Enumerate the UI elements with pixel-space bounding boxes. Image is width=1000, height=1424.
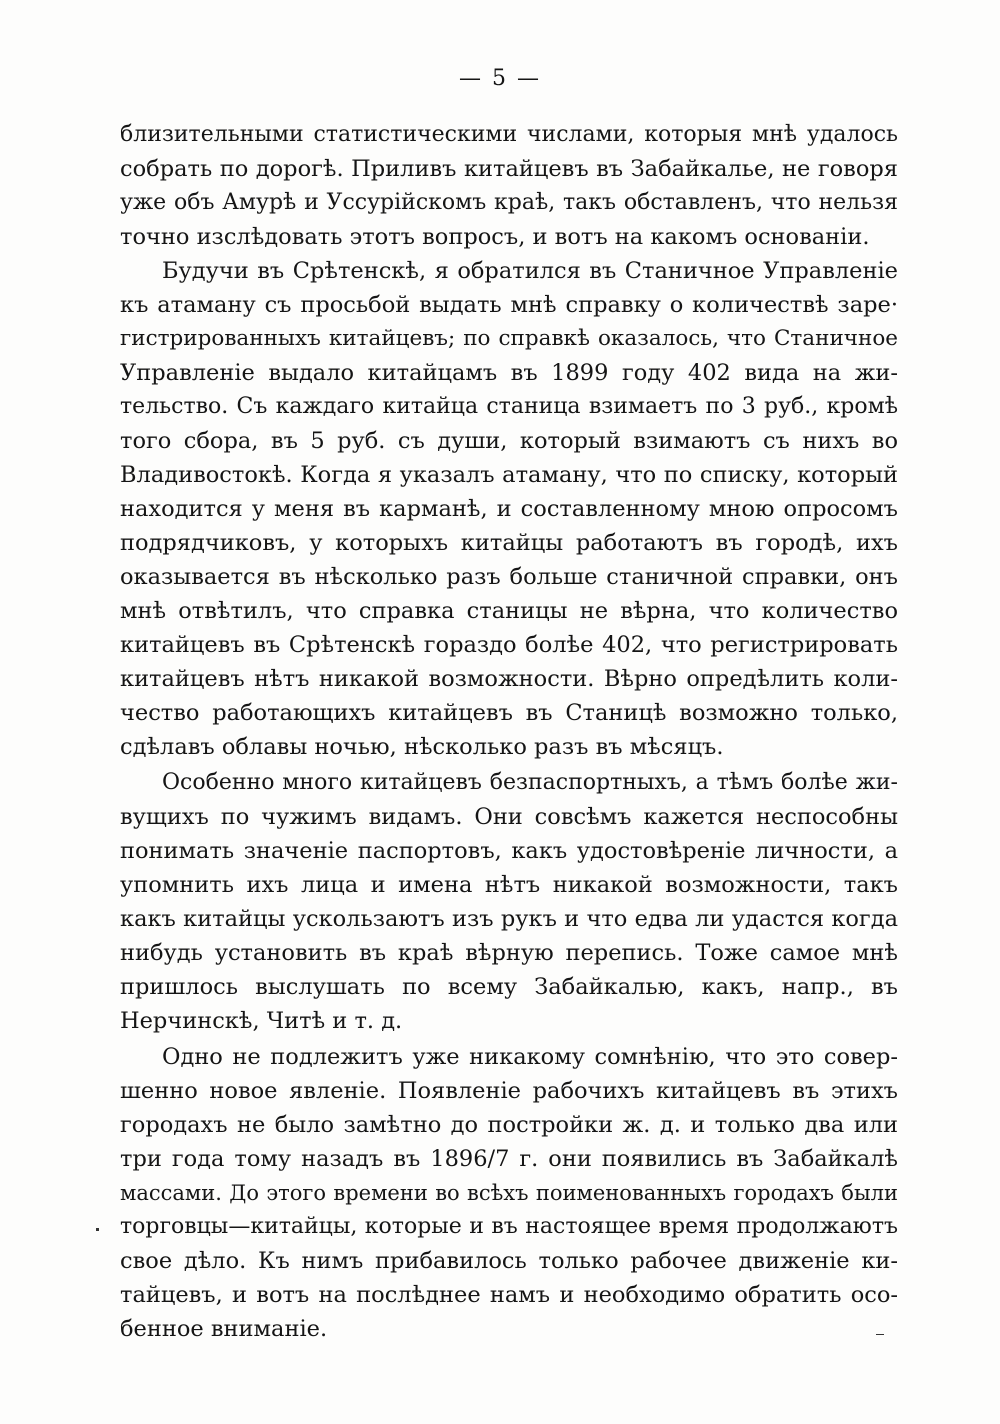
text-line: гистрированныхъ китайцевъ; по справкѣ оказалось, что Станичное xyxy=(120,326,898,351)
page-number: — 5 — xyxy=(459,66,541,91)
text-line: подрядчиковъ, у которыхъ китайцы работаютъ въ городѣ, ихъ xyxy=(120,530,898,556)
text-line: городахъ не было замѣтно до постройки ж. д. и только два или xyxy=(120,1112,898,1138)
text-line: три года тому назадъ въ 1896/7 г. они появились въ Забайкалѣ xyxy=(120,1146,898,1172)
text-line: уже объ Амурѣ и Уссурійскомъ краѣ, такъ обставленъ, что нельзя xyxy=(120,190,898,215)
text-line: упомнить ихъ лица и имена нѣтъ никакой возможности, такъ xyxy=(120,872,898,898)
text-line: чество работающихъ китайцевъ въ Станицѣ возможно только, xyxy=(120,700,898,726)
text-line: къ атаману съ просьбой выдать мнѣ справку о количествѣ заре· xyxy=(120,292,898,318)
text-line: точно изслѣдовать этотъ вопросъ, и вотъ на какомъ основаніи. xyxy=(120,224,870,250)
text-line: пришлось выслушать по всему Забайкалью, какъ, напр., въ xyxy=(120,974,898,1000)
text-line: тельство. Съ каждаго китайца станица взимаетъ по 3 руб., кромѣ xyxy=(120,394,898,419)
text-line: свое дѣло. Къ нимъ прибавилось только рабочее движеніе ки- xyxy=(120,1248,898,1274)
text-line: Будучи въ Срѣтенскѣ, я обратился въ Станичное Управленіе xyxy=(162,258,898,284)
text-line: собрать по дорогѣ. Приливъ китайцевъ въ Забайкалье, не говоря xyxy=(120,156,898,182)
scan-speck xyxy=(96,1228,99,1231)
text-line: того сбора, въ 5 руб. съ души, который взимаютъ съ нихъ во xyxy=(120,428,898,454)
text-line: находится у меня въ карманѣ, и составленному мною опросомъ xyxy=(120,496,898,522)
text-line: бенное вниманіе. xyxy=(120,1316,328,1342)
text-line: Одно не подлежитъ уже никакому сомнѣнію, что это совер- xyxy=(162,1044,898,1070)
text-line: нибудь установить въ краѣ вѣрную перепись. Тоже самое мнѣ xyxy=(120,940,898,966)
text-line: сдѣлавъ облавы ночью, нѣсколько разъ въ мѣсяцъ. xyxy=(120,734,724,760)
text-line: понимать значеніе паспортовъ, какъ удостовѣреніе личности, а xyxy=(120,838,898,864)
text-line: Нерчинскѣ, Читѣ и т. д. xyxy=(120,1008,403,1034)
text-line: китайцевъ нѣтъ никакой возможности. Вѣрно опредѣлить коли- xyxy=(120,666,898,692)
text-line: какъ китайцы ускользаютъ изъ рукъ и что едва ли удастся когда xyxy=(120,906,898,932)
text-line: китайцевъ въ Срѣтенскѣ гораздо болѣе 402, что регистрировать xyxy=(120,632,898,658)
text-line: торговцы—китайцы, которые и въ настоящее время продолжаютъ xyxy=(120,1214,898,1239)
text-line: Особенно много китайцевъ безпаспортныхъ, а тѣмъ болѣе жи- xyxy=(162,770,898,795)
scan-speck xyxy=(876,1334,884,1335)
text-line: шенно новое явленіе. Появленіе рабочихъ китайцевъ въ этихъ xyxy=(120,1078,898,1104)
text-line: близительными статистическими числами, которыя мнѣ удалось xyxy=(120,122,898,147)
text-line: Владивостокѣ. Когда я указалъ атаману, что по списку, который xyxy=(120,462,898,488)
text-line: массами. До этого времени во всѣхъ поименованныхъ городахъ были xyxy=(120,1181,898,1205)
text-line: мнѣ отвѣтилъ, что справка станицы не вѣрна, что количество xyxy=(120,598,898,624)
text-line: оказывается въ нѣсколько разъ больше станичной справки, онъ xyxy=(120,564,898,590)
text-line: тайцевъ, и вотъ на послѣднее намъ и необходимо обратить осо- xyxy=(120,1282,898,1308)
text-line: вущихъ по чужимъ видамъ. Они совсѣмъ кажется неспособны xyxy=(120,804,898,830)
text-line: Управленіе выдало китайцамъ въ 1899 году 402 вида на жи- xyxy=(120,360,898,386)
